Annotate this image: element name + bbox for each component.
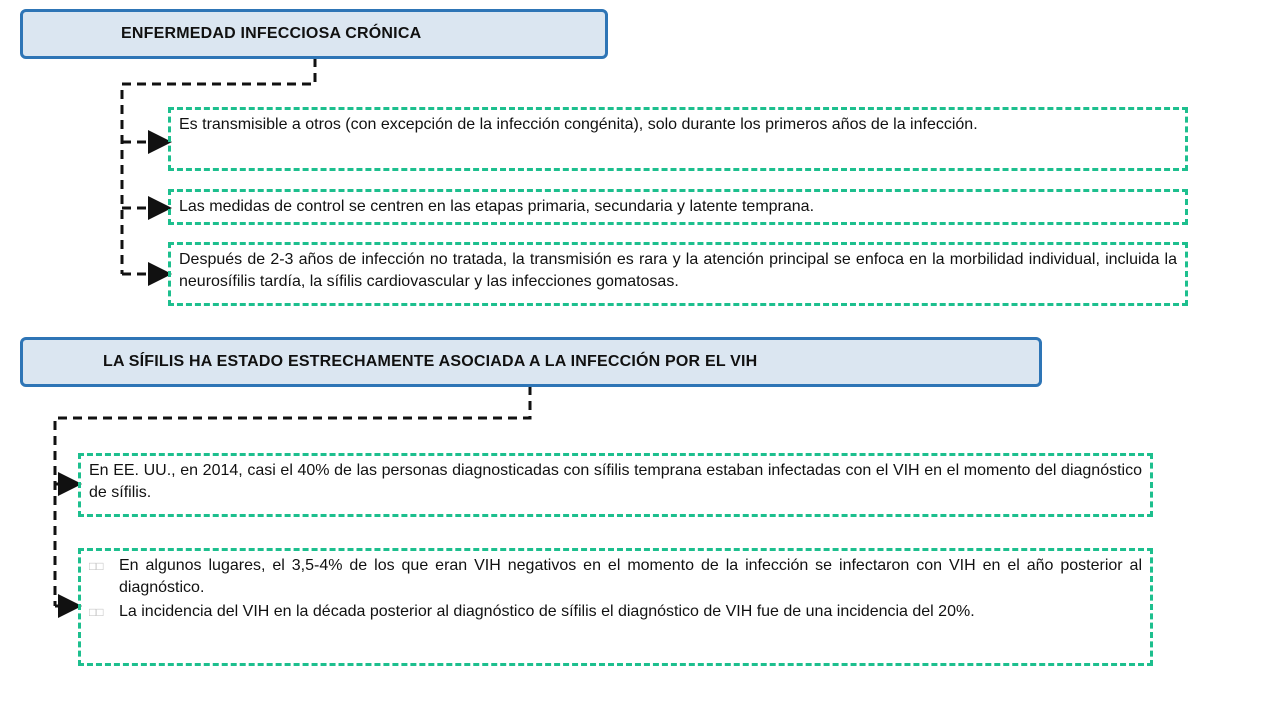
bullet-marker-icon: □□	[89, 559, 104, 573]
bullet-text-1: En algunos lugares, el 3,5-4% de los que eran VIH negativos en el momento de la infección se infectaron con VIH en el año posterior al diagnóstico.	[119, 557, 1142, 596]
section2-item-1-text: En EE. UU., en 2014, casi el 40% de las personas diagnosticadas con sífilis temprana estaban infectadas con el VIH en el momento del diagnóstico de sífilis.	[89, 462, 1142, 501]
section1-title-box	[20, 9, 608, 59]
bullet-text-2: La incidencia del VIH en la década posterior al diagnóstico de sífilis el diagnóstico de VIH fue de una incidencia del 20%.	[119, 603, 975, 620]
section2-title: LA SÍFILIS HA ESTADO ESTRECHAMENTE ASOCIADA A LA INFECCIÓN POR EL VIH	[103, 353, 758, 370]
section1-item-1	[168, 107, 1188, 171]
bullet-item	[89, 601, 1142, 623]
section1-item-3	[168, 242, 1188, 306]
section1-title: ENFERMEDAD INFECCIOSA CRÓNICA	[121, 25, 422, 42]
section1-item-1-text: Es transmisible a otros (con excepción de la infección congénita), solo durante los primeros años de la infección.	[179, 116, 978, 133]
section2-item-2	[78, 548, 1153, 666]
section2-item-1	[78, 453, 1153, 517]
section1-item-3-text: Después de 2-3 años de infección no tratada, la transmisión es rara y la atención principal se enfoca en la morbilidad individual, incluida la neurosífilis tardía, la sífilis cardiovascular y las infecciones gomatosas.	[179, 251, 1177, 290]
bullet-item	[89, 555, 1142, 599]
section2-title-box	[20, 337, 1042, 387]
section1-item-2	[168, 189, 1188, 225]
section1-item-2-text: Las medidas de control se centren en las etapas primaria, secundaria y latente temprana.	[179, 198, 815, 215]
bullet-marker-icon: □□	[89, 605, 104, 619]
